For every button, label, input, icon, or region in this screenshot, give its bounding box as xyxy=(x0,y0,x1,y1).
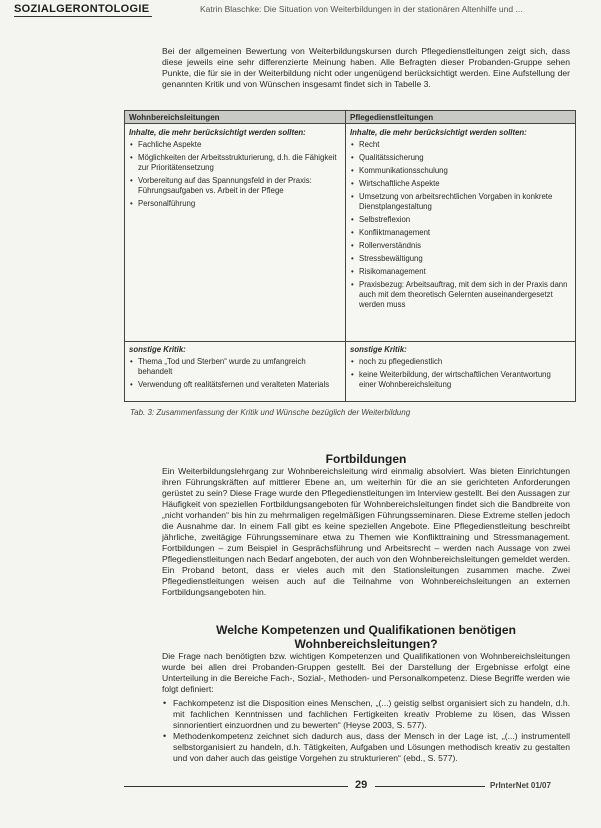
cell-subheading: Inhalte, die mehr berücksichtigt werden sollten: xyxy=(350,128,527,137)
table-list-item: • Selbstreflexion xyxy=(350,215,568,225)
bullet-dot: • xyxy=(163,731,167,741)
wbl-other-list xyxy=(129,357,339,390)
table-list-item: • noch zu pflegedienstlich xyxy=(350,357,568,367)
criticism-table xyxy=(124,110,576,402)
pdl-content-list xyxy=(350,140,568,310)
bullet-text: Fachkompetenz ist die Disposition eines Menschen, „(...) geistig selbst organisiert sich zu handeln, d.h. mit fachlichen Kenntnissen und fachlichen Fertigkeiten kreativ Probleme zu lösen, das Wissen sinnorientiert einzuordnen und zu bewerten“ (Heyse 2003, S. 577). xyxy=(173,698,570,730)
table-list-item: • Möglichkeiten der Arbeitsstrukturierung, d.h. die Fähigkeit zur Prioritätensetzung xyxy=(129,153,339,173)
column-divider xyxy=(345,111,346,401)
table-list-item: • Thema „Tod und Sterben“ wurde zu umfangreich behandelt xyxy=(129,357,339,377)
table-list-item: • Stressbewältigung xyxy=(350,254,568,264)
section-heading-fortbildungen: Fortbildungen xyxy=(325,452,407,466)
table-list-item: • Konfliktmanagement xyxy=(350,228,568,238)
cell-wbl-contents xyxy=(129,128,339,212)
table-list-item: • Praxisbezug: Arbeitsauftrag, mit dem sich in der Praxis dann auch mit dem theoretisch Gelernten auseinandergesetzt werden muss xyxy=(350,280,568,310)
table-list-item: • Risikomanagement xyxy=(350,267,568,277)
table-list-item: • Recht xyxy=(350,140,568,150)
bullet-fachkompetenz xyxy=(162,698,570,731)
section-heading-kompetenzen: Welche Kompetenzen und Qualifikationen benötigen Wohnbereichsleitungen? xyxy=(216,623,516,651)
table-list-item: • Rollenverständnis xyxy=(350,241,568,251)
bullet-methodenkompetenz xyxy=(162,731,570,764)
cell-subheading: sonstige Kritik: xyxy=(129,345,186,354)
fortbildungen-paragraph: Ein Weiterbildungslehrgang zur Wohnbereichsleitung wird einmalig absolviert. Was bieten Einrichtungen ihren Führungskräften auf mittlerer Ebene an, um weiterhin für die an sie gerichteten Anforderungen gerüstet zu sein? Diese Frage wurde den Pflegedienstleitungen im Interview gestellt. Bei den Aussagen zur Häufigkeit von speziellen Fortbildungsangeboten für Wohnbereichsleitungen findet sich die Bandbreite von „nicht vorhanden“ bis hin zu mehrmaligen regelmäßigen Führungsseminaren. Diese Extreme stellen jedoch die Ausnahme dar. In einem Fall gibt es keine speziellen Angebote. Eine Pflegedienstleitung beschreibt jährliche, zweitägige Führungsseminare etwa zu Themen wie Konflikttraining und Stressmanagement. Fortbildungen – zum Beispiel in Gesprächsführung und Arbeitsrecht – werden nach Aussage von zwei Pflegedienstleitungen nach Bedarf angeboten, der auch von den Wohnbereichsleitungen gemeldet werden. Ein Proband betont, dass er vieles auch mit den Stationsleitungen zusammen mache. Zwei Pflegedienstleitungen weisen auch auf die Teilnahme von Wohnbereichsleitungen an externen Fortbildungsangeboten hin. xyxy=(162,466,570,597)
pdl-other-list xyxy=(350,357,568,390)
col-header-pflegedienst: Pflegedienstleitungen xyxy=(346,111,575,124)
table-list-item: • Kommunikationsschulung xyxy=(350,166,568,176)
footer-rule-left xyxy=(124,786,348,787)
table-list-item: • Verwendung oft realitätsfernen und veralteten Materials xyxy=(129,380,339,390)
cell-pdl-other xyxy=(350,345,568,393)
table-caption: Tab. 3: Zusammenfassung der Kritik und Wünsche bezüglich der Weiterbildung xyxy=(130,408,411,417)
kompetenzen-paragraph: Die Frage nach benötigten bzw. wichtigen Kompetenzen und Qualifikationen von Wohnbereichsleitungen wurde bei allen drei Probanden-Gruppen gestellt. Bei der Darstellung der Ergebnisse erfolgt eine Unterteilung in die Bereiche Fach-, Sozial-, Methoden- und Personalkompetenz. Diese Begriffe werden wie folgt definiert: xyxy=(162,651,570,694)
journal-issue: PrInterNet 01/07 xyxy=(490,781,551,790)
brand-underline xyxy=(14,16,152,17)
table-list-item: • Fachliche Aspekte xyxy=(129,140,339,150)
footer-rule-right xyxy=(375,786,485,787)
row-divider xyxy=(125,341,575,342)
page-number: 29 xyxy=(355,779,368,791)
table-list-item: • Umsetzung von arbeitsrechtlichen Vorgaben in konkrete Dienstplangestaltung xyxy=(350,192,568,212)
bullet-text: Methodenkompetenz zeichnet sich dadurch aus, dass der Mensch in der Lage ist, „(...) instrumentell selbstorganisiert zu handeln, d.h. Tätigkeiten, Aufgaben und Lösungen methodisch kreativ zu gestalten und von daher auch das geistige Vorgehen zu strukturieren“ (ebd., S. 577). xyxy=(173,731,570,763)
table-list-item: • Personalführung xyxy=(129,199,339,209)
journal-brand: SOZIALGERONTOLOGIE xyxy=(14,3,150,15)
table-list-item: • keine Weiterbildung, der wirtschaftlichen Verantwortung einer Wohnbereichsleitung xyxy=(350,370,568,390)
cell-pdl-contents xyxy=(350,128,568,313)
col-header-wohnbereich: Wohnbereichsleitungen xyxy=(125,111,345,124)
running-title: Katrin Blaschke: Die Situation von Weiterbildungen in der stationären Altenhilfe und ... xyxy=(200,4,523,14)
cell-wbl-other xyxy=(129,345,339,393)
wbl-content-list xyxy=(129,140,339,209)
table-list-item: • Vorbereitung auf das Spannungsfeld in der Praxis: Führungsaufgaben vs. Arbeit in der Pflege xyxy=(129,176,339,196)
intro-paragraph: Bei der allgemeinen Bewertung von Weiterbildungskursen durch Pflegedienstleitungen zeigt sich, dass diese jeweils eine sehr differenzierte Meinung haben. Alle Befragten dieser Probanden-Gruppe sehen Punkte, die für sie in der Weiterbildung nicht oder ungenügend berücksichtigt werden. Eine Aufstellung der genannten Kritik und von Wünschen insgesamt findet sich in Tabelle 3. xyxy=(162,46,570,89)
bullet-dot: • xyxy=(163,698,167,708)
cell-subheading: Inhalte, die mehr berücksichtigt werden sollten: xyxy=(129,128,306,137)
cell-subheading: sonstige Kritik: xyxy=(350,345,407,354)
table-list-item: • Qualitätssicherung xyxy=(350,153,568,163)
table-list-item: • Wirtschaftliche Aspekte xyxy=(350,179,568,189)
